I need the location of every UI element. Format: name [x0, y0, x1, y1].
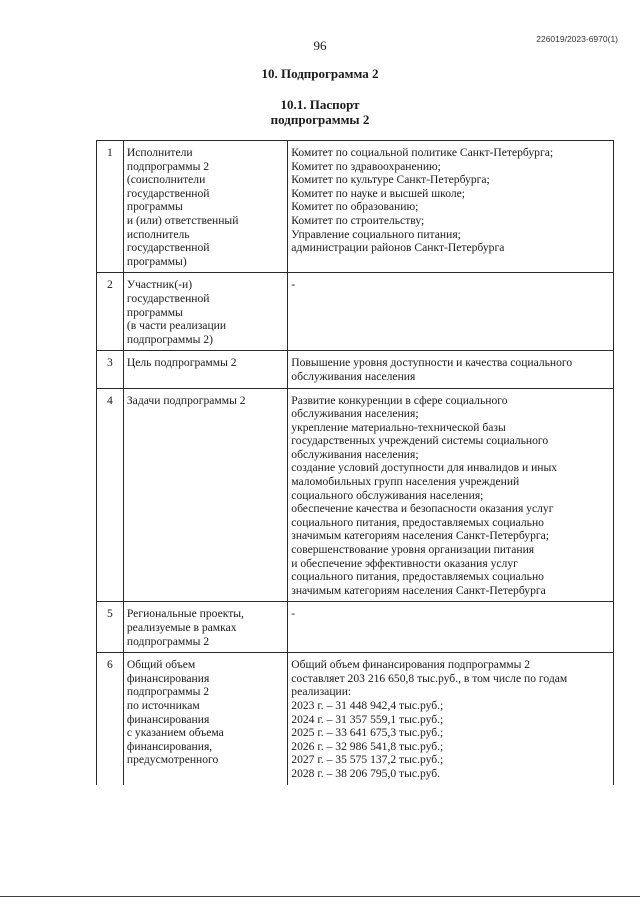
row-value [288, 388, 614, 602]
section-title: 10. Подпрограмма 2 [261, 66, 379, 81]
row-value-line: Управление социального питания; [291, 227, 461, 241]
row-value-line: 2025 г. – 33 641 675,3 тыс.руб.; [291, 726, 444, 740]
row-label-line: Общий объем [126, 658, 196, 672]
row-label-line: программы) [126, 254, 187, 268]
row-value [288, 141, 614, 273]
row-value-line: социального обслуживания населения; [291, 488, 484, 502]
row-label-line: по источникам [126, 698, 200, 712]
row-value-line: обслуживания населения; [291, 407, 419, 421]
row-label-line: программы [126, 305, 183, 319]
row-number: 6 [97, 653, 124, 785]
row-value-line: обеспечение качества и безопасности оказания услуг [291, 502, 554, 516]
row-label [123, 388, 287, 602]
row-value-line: 2027 г. – 35 575 137,2 тыс.руб.; [291, 753, 444, 767]
row-label-line: с указанием объема [126, 726, 224, 740]
subsection-title [0, 97, 640, 127]
subsection-title-line: 10.1. Паспорт [280, 97, 360, 112]
table-row [97, 653, 614, 785]
row-number: 1 [97, 141, 124, 273]
row-label-line: подпрограммы 2 [126, 159, 210, 173]
row-label [123, 653, 287, 785]
row-value-line: государственных учреждений системы социального [291, 434, 549, 448]
row-value-line: социального питания, предоставляемых социально [291, 515, 544, 529]
row-label [123, 351, 287, 388]
row-value-line: Комитет по культуре Санкт-Петербурга; [291, 173, 490, 187]
row-value-line: Комитет по науке и высшей школе; [291, 186, 466, 200]
row-value-line: - [291, 278, 296, 292]
row-label-line: Исполнители [126, 146, 193, 159]
row-label-line: (соисполнители [126, 173, 206, 187]
table-row [97, 351, 614, 388]
row-label-line: государственной [126, 241, 210, 255]
row-label-line: программы [126, 200, 183, 214]
page-number: 96 [313, 38, 327, 53]
row-label-line: подпрограммы 2 [126, 685, 210, 699]
row-value [288, 653, 614, 785]
row-value-line: Комитет по социальной политике Санкт-Петербурга; [291, 146, 554, 159]
row-value-line: реализации: [291, 685, 352, 699]
row-label-line: Цель подпрограммы 2 [126, 356, 237, 370]
row-label-line: государственной [126, 291, 210, 305]
row-value-line: 2023 г. – 31 448 942,4 тыс.руб.; [291, 698, 444, 712]
row-value-line: значимым категориям населения Санкт-Петербурга; [291, 529, 550, 543]
page-bottom-rule [0, 896, 640, 897]
passport-table [96, 140, 614, 785]
row-value-line: и обеспечение эффективности оказания услуг [291, 556, 518, 570]
passport-table-body [97, 141, 614, 785]
row-label-line: исполнитель [126, 227, 190, 241]
row-value-line: Комитет по здравоохранению; [291, 159, 441, 173]
row-value-line: обслуживания населения [291, 369, 416, 383]
row-label-line: и (или) ответственный [126, 213, 239, 227]
subsection-title-line: подпрограммы 2 [270, 112, 370, 127]
row-label-line: Задачи подпрограммы 2 [126, 393, 246, 407]
row-label-line: подпрограммы 2 [126, 634, 210, 648]
row-value-line: совершенствование уровня организации питания [291, 543, 535, 557]
row-label-line: предусмотренного [126, 753, 219, 767]
table-row [97, 141, 614, 273]
row-label-line: финансирования, [126, 739, 213, 753]
row-value-line: обслуживания населения; [291, 447, 419, 461]
row-value-line: - [291, 607, 296, 621]
row-value-line: администрации районов Санкт-Петербурга [291, 241, 505, 255]
table-row [97, 388, 614, 602]
row-label-line: (в части реализации [126, 319, 227, 333]
table-row [97, 273, 614, 351]
row-label [123, 141, 287, 273]
row-label [123, 602, 287, 653]
row-value-line: 2024 г. – 31 357 559,1 тыс.руб.; [291, 712, 444, 726]
table-row [97, 602, 614, 653]
row-value-line: 2028 г. – 38 206 795,0 тыс.руб. [291, 766, 441, 780]
row-label-line: Участник(-и) [126, 278, 193, 292]
document-id: 226019/2023-6970(1) [536, 34, 618, 44]
row-label [123, 273, 287, 351]
row-value-line: Повышение уровня доступности и качества социального [291, 356, 573, 370]
row-number: 5 [97, 602, 124, 653]
row-label-line: Региональные проекты, [126, 607, 244, 621]
row-value-line: Общий объем финансирования подпрограммы 2 [291, 658, 531, 672]
row-value-line: значимым категориям населения Санкт-Петербурга [291, 583, 546, 597]
row-label-line: государственной [126, 186, 210, 200]
row-value-line: Развитие конкуренции в сфере социального [291, 393, 508, 407]
row-label-line: реализуемые в рамках [126, 621, 237, 634]
row-number: 4 [97, 388, 124, 602]
row-value-line: создание условий доступности для инвалидов и иных [291, 461, 558, 475]
row-value-line: составляет 203 216 650,8 тыс.руб., в том числе по годам [291, 671, 568, 685]
row-value-line: 2026 г. – 32 986 541,8 тыс.руб.; [291, 739, 444, 753]
row-number: 2 [97, 273, 124, 351]
row-value [288, 273, 614, 351]
row-label-line: финансирования [126, 712, 210, 726]
row-value-line: маломобильных групп населения учреждений [291, 475, 520, 489]
row-value [288, 351, 614, 388]
row-label-line: финансирования [126, 671, 210, 685]
row-value-line: социального питания, предоставляемых социально [291, 570, 544, 584]
row-value [288, 602, 614, 653]
row-value-line: Комитет по строительству; [291, 213, 425, 227]
row-value-line: укрепление материально-технической базы [291, 420, 506, 434]
row-number: 3 [97, 351, 124, 388]
row-label-line: подпрограммы 2) [126, 332, 213, 346]
row-value-line: Комитет по образованию; [291, 200, 419, 214]
